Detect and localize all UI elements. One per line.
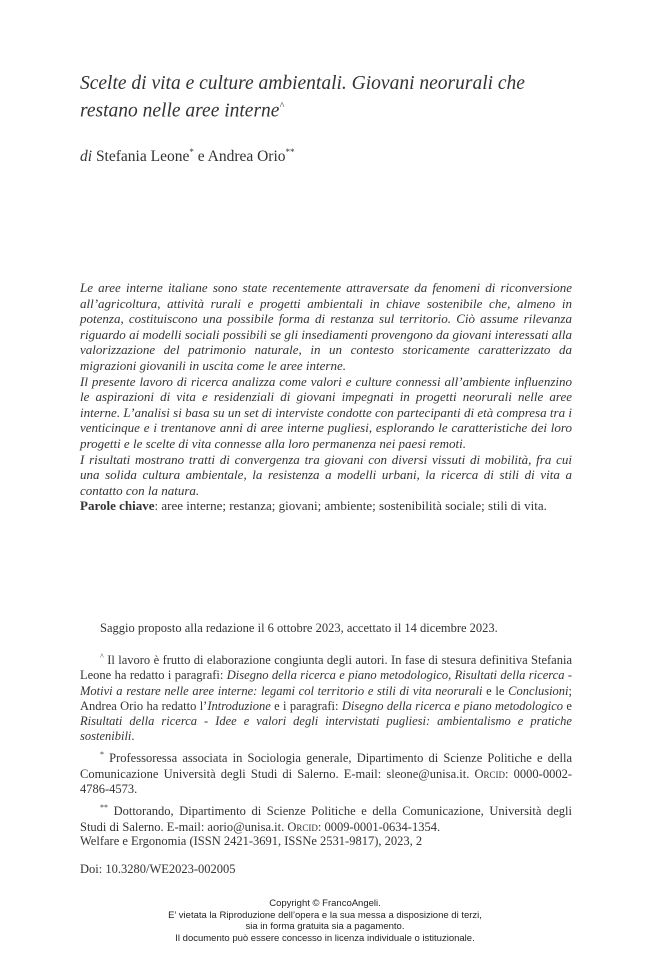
copyright-notice (0, 898, 650, 944)
copyright-line-1: Copyright © FrancoAngeli. (269, 898, 381, 909)
author-2: Andrea Orio (207, 148, 286, 166)
title-footnote-mark[interactable]: ^ (279, 101, 284, 112)
orcid-label: Orcid (287, 819, 318, 834)
copyright-line-4: Il documento può essere concesso in licenza individuale o istituzionale. (175, 932, 475, 944)
keywords-list: : aree interne; restanza; giovani; ambiente; sostenibilità sociale; stili di vita. (154, 498, 547, 514)
journal-citation: Welfare e Ergonomia (ISSN 2421-3691, ISSNe 2531-9817), 2023, 2 (80, 834, 423, 848)
footnote-text: e le (482, 683, 509, 698)
article-title-text: Scelte di vita e culture ambientali. Giovani neorurali che restano nelle aree interne (80, 73, 525, 122)
footnote-text: Il lavoro è frutto di elaborazione congiunta degli autori. In fase di stesura definitiva Stefania Leone ha redatto i paragrafi: (80, 653, 572, 683)
footnote-italic: Risultati della ricerca - Idee e valori degli intervistati pugliesi: ambientalismo e pratiche sostenibili (80, 713, 572, 744)
abstract-paragraph-1: Le aree interne italiane sono state recentemente attraversate da fenomeni di riconversione all’agricoltura, attività rurali e progetti ambientali in chiave sostenibile che, almeno in potenza, costituiscono una possibile forma di restanza sul territorio. Ciò assume rilevanza riguardo ai modelli sociali possibili se gli insediamenti provengono da giovani interessati alla valorizzazione del patrimonio naturale, in un contesto storicamente caratterizzato da migrazioni giovanili in uscita come le aree interne. (80, 280, 572, 373)
author-line (80, 147, 295, 166)
abstract-paragraph-3: I risultati mostrano tratti di convergenza tra giovani con diversi vissuti di mobilità, fra cui una solida cultura ambientale, la resistenza a modelli urbani, la ricerca di stili di vita a contatto con la natura. (80, 451, 572, 498)
footnote-text: e (563, 698, 572, 713)
abstract-paragraph-2: Il presente lavoro di ricerca analizza come valori e culture connessi all’ambiente influenzino le aspirazioni di vita e residenziali di giovani impegnati in progetti neorurali nelle aree interne. L’analisi si basa su un set di interviste condotte con partecipanti di età compresa tra i venticinque e i trentanove anni di aree interne pugliesi, esplorando le caratteristiche dei loro progetti e le scelte di vita connesse alla loro permanenza nei paesi remoti. (80, 373, 572, 451)
footnote-italic: Disegno della ricerca e piano metodologico (226, 668, 449, 683)
footnote-text: : 0000-0002-4786-4573. (80, 766, 572, 796)
footnote-mark-caret: ^ (100, 652, 104, 661)
author-1: Stefania Leone (95, 148, 190, 166)
orcid-label: Orcid (474, 766, 506, 781)
keywords-label: Parole chiave (80, 498, 155, 514)
copyright-line-3: sia in forma gratuita sia a pagamento. (245, 921, 405, 932)
footnote-authorship (80, 649, 572, 744)
footnote-italic: Risultati della ricerca - Motivi a restare nelle aree interne: legami col territorio e stili di vita neorurali (80, 668, 573, 698)
footnotes (80, 649, 572, 838)
author-2-footnote-mark[interactable]: ** (285, 147, 295, 157)
footnote-mark-star: * (100, 750, 104, 760)
footnote-text: ; Andrea Orio ha redatto l’ (80, 683, 573, 713)
author-prefix: di (80, 148, 93, 166)
footnote-text: Dottorando, Dipartimento di Scienze Politiche e della Comunicazione, Università degli Studi di Salerno. E-mail: aorio@unisa.it. (80, 804, 572, 834)
footnote-italic: Disegno della ricerca e piano metodologico (341, 698, 564, 713)
footnote-author-2 (80, 800, 572, 835)
author-conjunction: e (197, 148, 205, 166)
article-title (80, 72, 580, 123)
doi[interactable]: Doi: 10.3280/WE2023-002005 (80, 862, 236, 876)
footnote-author-1 (80, 747, 572, 797)
keywords (80, 498, 572, 514)
author-1-footnote-mark[interactable]: * (189, 147, 194, 157)
submission-note: Saggio proposto alla redazione il 6 ottobre 2023, accettato il 14 dicembre 2023. (100, 621, 498, 635)
footnote-text: . (131, 729, 135, 744)
footnote-italic: Conclusioni (508, 683, 569, 698)
abstract (80, 280, 572, 514)
footnote-text: : 0009-0001-0634-1354. (317, 819, 441, 834)
footnote-text: , (448, 668, 455, 683)
footnote-text: Professoressa associata in Sociologia generale, Dipartimento di Scienze Politiche e della Comunicazione Università degli Studi di Salerno. E-mail: sleone@unisa.it. (80, 751, 572, 781)
footnote-mark-double-star: ** (100, 803, 108, 813)
copyright-line-2: E’ vietata la Riproduzione dell’opera e la sua messa a disposizione di terzi, (168, 909, 482, 921)
footnote-italic: Introduzione (207, 698, 271, 713)
footnote-text: e i paragrafi: (270, 698, 342, 713)
